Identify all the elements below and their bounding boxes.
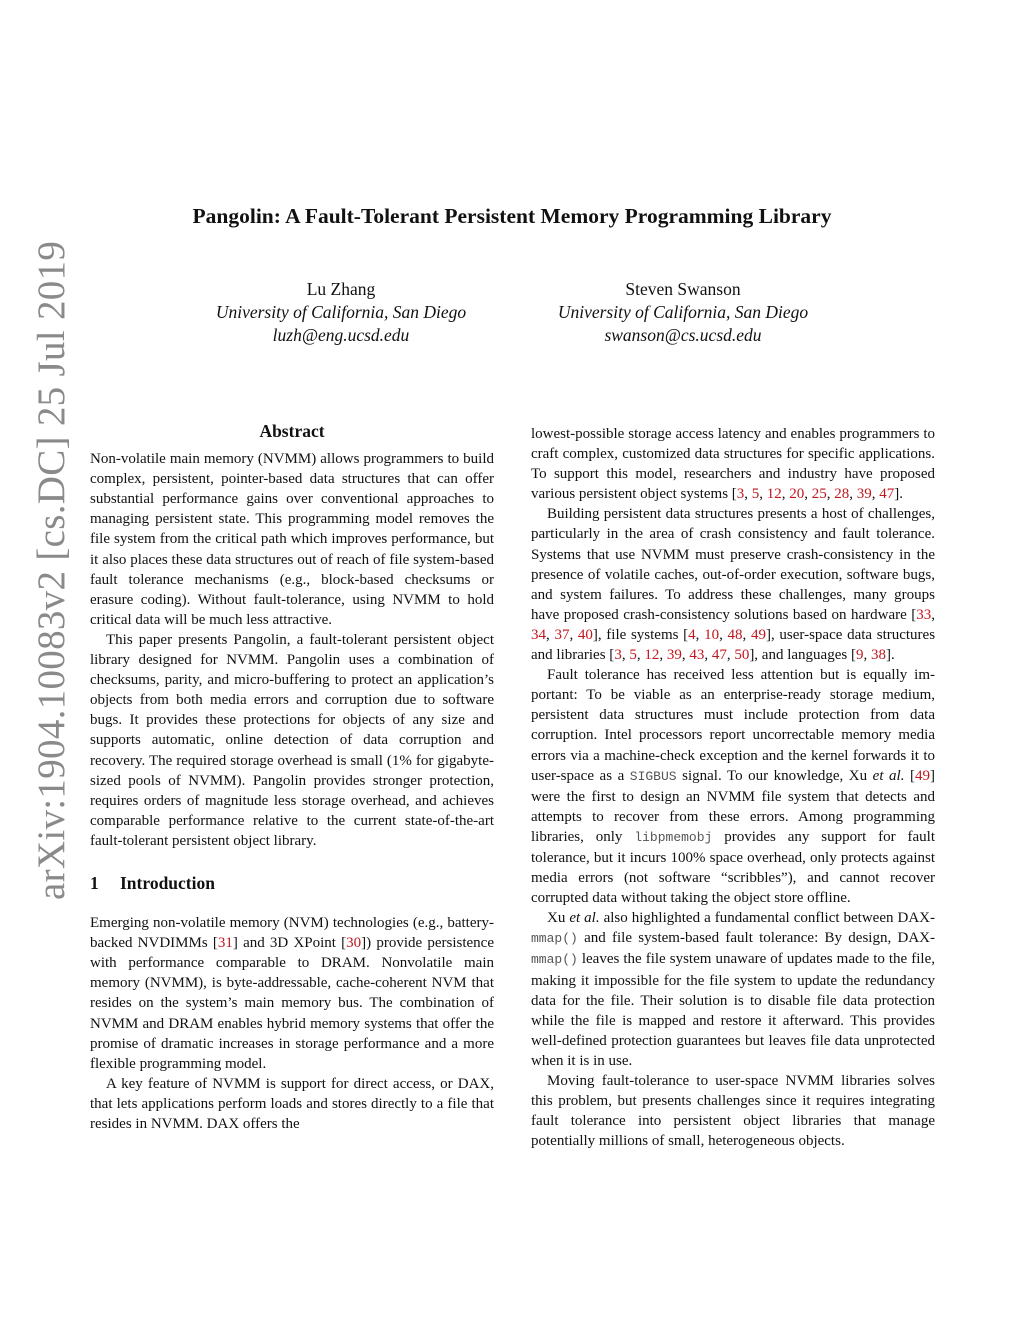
citation-link[interactable]: 12 bbox=[766, 486, 782, 503]
right-paragraph-3: Fault tolerance has received less attention but is equally important: To be viable as an enterprise-ready storage medium, persistent data structures must include protection from data corruption. Intel processors report uncorrectable memory media errors via a machine-check exception and the kernel forwards it to user-space as a SIGBUS signal. To our knowledge, Xu et al. [49] were the first to design an NVMM file system that detects and attempts to recover from these errors. Among programming libraries, only libpmemobj provides any support for fault tolerance, but it incurs 100% space overhead, only protects against media errors (not software “scribbles”), and cannot recover corrupted data without taking the object store offline. bbox=[531, 667, 936, 907]
citation-link[interactable]: 38 bbox=[870, 647, 886, 664]
citation-link[interactable]: 43 bbox=[689, 647, 705, 664]
citation-link[interactable]: 10 bbox=[704, 626, 720, 643]
author-affiliation: University of California, San Diego bbox=[557, 302, 809, 322]
right-paragraph-1: lowest-possible storage access latency and enables programmers to craft complex, customized data structures for specific applications. To support this model, researchers and industry have proposed various persistent object systems [3, 5, 12, 20, 25, 28, 39, 47]. bbox=[531, 426, 935, 503]
right-paragraph-4: Xu et al. also highlighted a fundamental conflict between DAX-mmap() and file system-based fault tolerance: By design, DAX-mmap() leaves the file system unaware of updates made to the file, making it impossible for the file system to update the redundancy data for the file. Their solution is to disable file data protection while the file is mapped and restore it afterward. This provides well-defined protection guarantees but leaves file data unprotected when it is in use. bbox=[531, 910, 935, 1069]
section-title: Introduction bbox=[120, 872, 215, 893]
author-block-1 bbox=[171, 278, 511, 347]
paper-title: Pangolin: A Fault-Tolerant Persistent Memory Programming Library bbox=[192, 204, 832, 228]
citation-link[interactable]: 40 bbox=[577, 626, 593, 643]
intro-paragraph-1: Emerging non-volatile memory (NVM) technologies (e.g., battery-backed NVDIMMs [31] and 3D XPoint [30]) provide persistence with performance comparable to DRAM. Nonvolatile main memory (NVMM), is byte-addressable, cache-coherent NVM that resides on the system’s main memory bus. The combination of NVMM and DRAM enables hybrid memory systems that offer the promise of dramatic increases in storage performance and a more flexible programming model. bbox=[90, 915, 494, 1072]
author-email: luzh@eng.ucsd.edu bbox=[272, 325, 410, 345]
citation-link[interactable]: 31 bbox=[217, 935, 233, 952]
arxiv-sidebar-stamp: arXiv:1904.10083v2 [cs.DC] 25 Jul 2019 bbox=[30, 240, 73, 900]
citation-link[interactable]: 50 bbox=[734, 647, 750, 664]
citation-link[interactable]: 39 bbox=[666, 647, 682, 664]
citation-link[interactable]: 3 bbox=[736, 486, 745, 503]
citation-link[interactable]: 28 bbox=[834, 486, 850, 503]
author-name: Lu Zhang bbox=[306, 279, 376, 299]
citation-link[interactable]: 37 bbox=[554, 626, 570, 643]
citation-link[interactable]: 49 bbox=[750, 626, 766, 643]
intro-paragraph-2: A key feature of NVMM is support for direct access, or DAX, that lets applications perform loads and stores directly to a file that resides in NVMM. DAX offers the bbox=[90, 1075, 494, 1132]
author-email: swanson@cs.ucsd.edu bbox=[604, 325, 762, 345]
code-sigbus: SIGBUS bbox=[629, 768, 677, 784]
citation-link[interactable]: 3 bbox=[614, 647, 622, 664]
code-mmap: mmap() bbox=[531, 952, 578, 968]
citation-link[interactable]: 39 bbox=[856, 486, 872, 503]
citation-link[interactable]: 5 bbox=[629, 647, 637, 664]
citation-link[interactable]: 48 bbox=[727, 626, 743, 643]
author-block-2 bbox=[513, 278, 853, 347]
citation-link[interactable]: 30 bbox=[346, 935, 362, 952]
author-name: Steven Swanson bbox=[625, 279, 741, 299]
section-number: 1 bbox=[90, 872, 99, 893]
code-libpmemobj: libpmemobj bbox=[634, 829, 713, 845]
abstract-paragraph-2: This paper presents Pangolin, a fault-tolerant persistent object library designed for NVMM. Pangolin uses a combination of checksums, parity, and micro-buffering to protect an application’s objects from both media errors and corruption due to software bugs. It provides these protections for objects of any size and supports automatic, online detection of data corruption and recovery. The required storage overhead is small (1% for gigabyte-sized pools of NVMM). Pangolin provides stronger protection, requires orders of magnitude less storage overhead, and achieves comparable performance relative to the current state-of-the-art fault-tolerant persistent object library. bbox=[90, 631, 494, 849]
right-paragraph-2: Building persistent data structures presents a host of challenges, particularly in the area of crash consistency and fault tolerance. Systems that use NVMM must preserve crash-consistency in the presence of volatile caches, out-of-order execution, software bugs, and system failures. To address these challenges, many groups have proposed crash-consistency solutions based on hardware [33, 34, 37, 40], file systems [4, 10, 48, 49], user-space data structures and libraries [3, 5, 12, 39, 43, 47, 50], and languages [9, 38]. bbox=[531, 506, 936, 664]
citation-link[interactable]: 47 bbox=[879, 486, 895, 503]
citation-link[interactable]: 4 bbox=[688, 626, 696, 643]
citation-link[interactable]: 33 bbox=[916, 606, 932, 623]
citation-link[interactable]: 47 bbox=[711, 647, 727, 664]
section-heading-introduction bbox=[90, 873, 494, 893]
citation-link[interactable]: 9 bbox=[855, 647, 864, 664]
citation-link[interactable]: 20 bbox=[789, 486, 805, 503]
right-paragraph-5: Moving fault-tolerance to user-space NVMM libraries solves this problem, but presents challenges since it requires integrating fault tolerance into persistent object libraries that manage potentially millions of small, heterogeneous objects. bbox=[531, 1073, 935, 1150]
citation-link[interactable]: 49 bbox=[915, 767, 931, 784]
code-mmap: mmap() bbox=[531, 931, 578, 947]
left-column bbox=[90, 421, 494, 1134]
right-column bbox=[531, 424, 935, 1151]
citation-link[interactable]: 5 bbox=[751, 486, 760, 503]
abstract-heading: Abstract bbox=[259, 421, 325, 441]
citation-link[interactable]: 34 bbox=[531, 626, 546, 643]
citation-link[interactable]: 12 bbox=[644, 647, 660, 664]
abstract-paragraph-1: Non-volatile main memory (NVMM) allows programmers to build complex, persistent, pointer-based data structures that can offer substantial performance gains over conventional approaches to managing persistent state. This programming model removes the file system from the critical path which improves performance, but it also places these data structures out of reach of file system-based fault tolerance mechanisms (e.g., block-based checksums or erasure coding). Without fault-tolerance, using NVMM to hold critical data will be much less attractive. bbox=[90, 451, 494, 628]
author-affiliation: University of California, San Diego bbox=[215, 302, 467, 322]
citation-link[interactable]: 25 bbox=[811, 486, 827, 503]
